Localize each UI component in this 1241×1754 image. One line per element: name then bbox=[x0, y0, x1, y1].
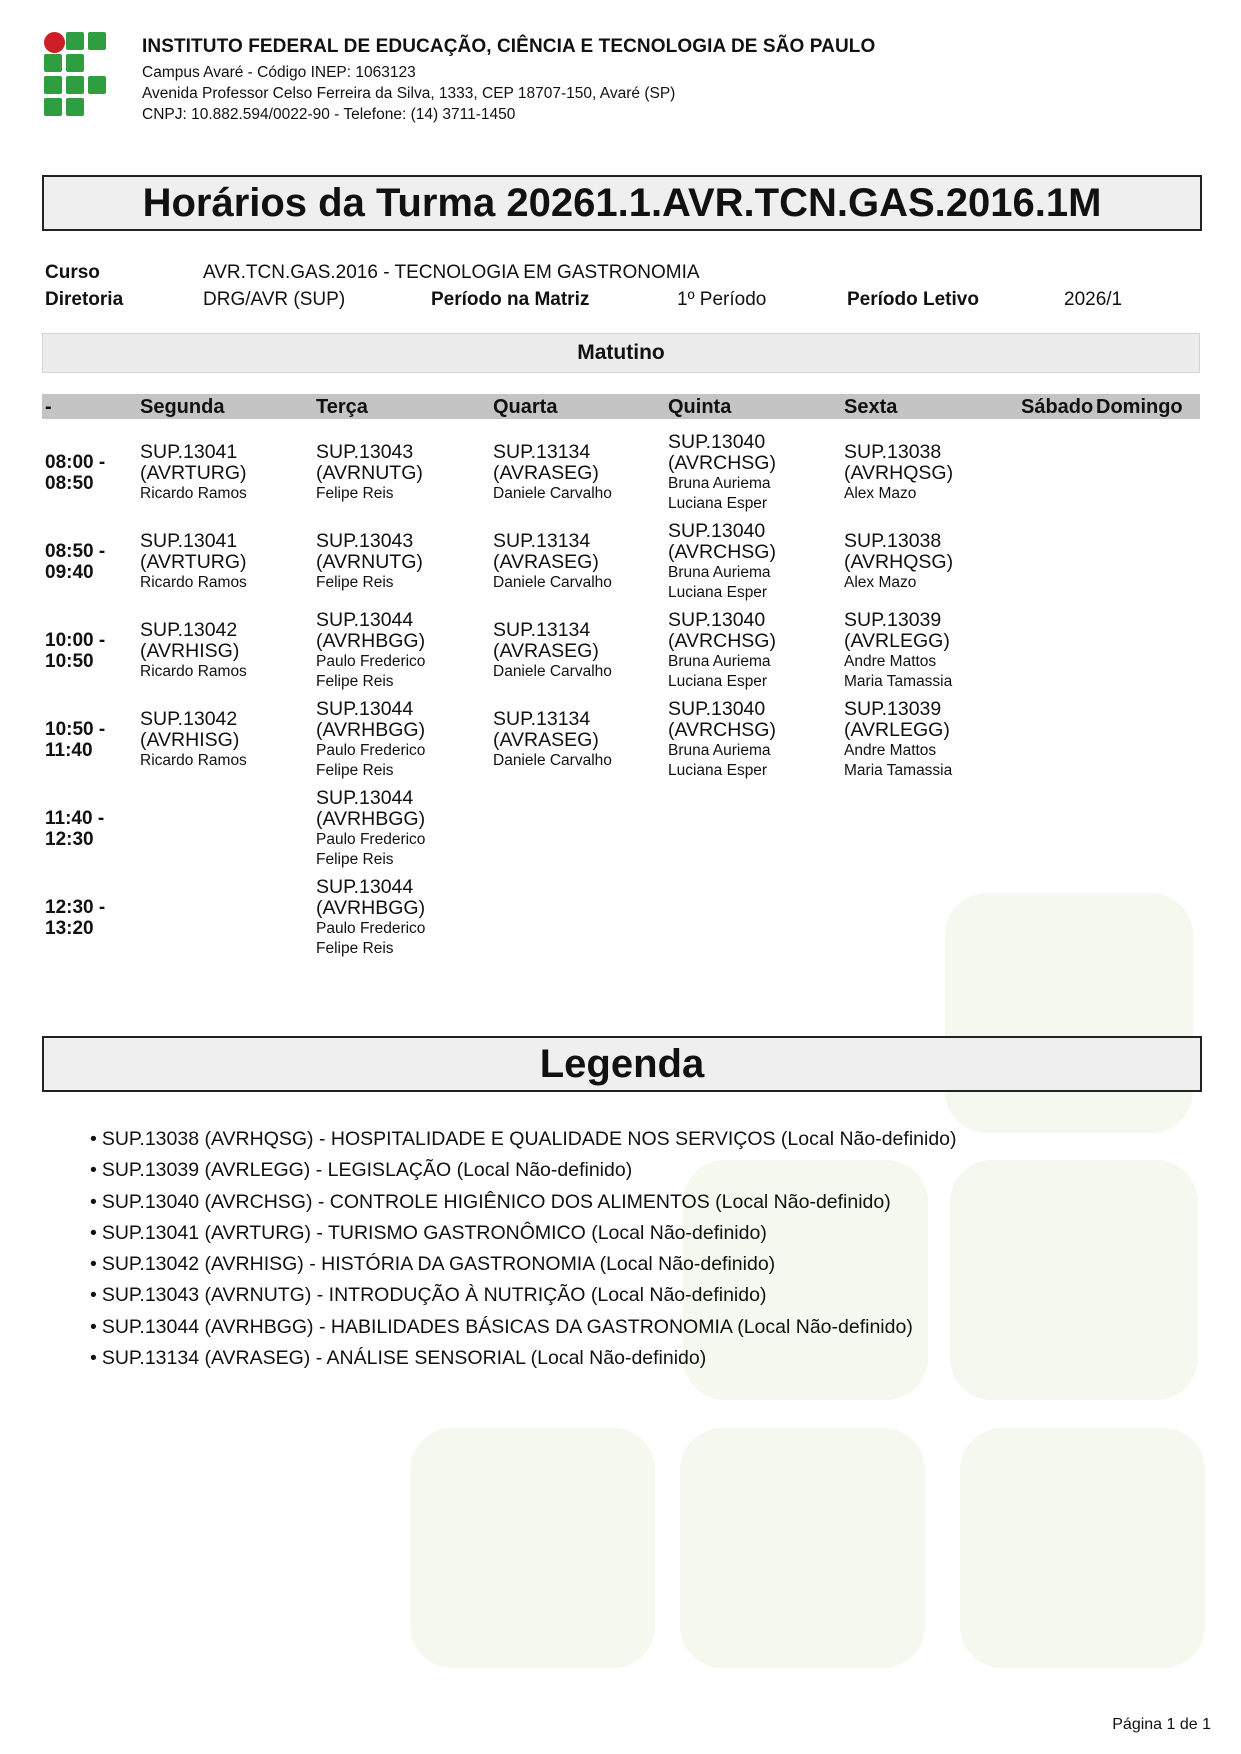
time-slot bbox=[45, 630, 105, 672]
time-slot bbox=[45, 541, 105, 583]
professor-name: Daniele Carvalho bbox=[493, 751, 612, 769]
time-start: 12:30 - bbox=[45, 896, 106, 918]
class-code: SUP.13044 bbox=[316, 697, 414, 720]
class-code: SUP.13134 bbox=[493, 440, 591, 463]
header-sabado: Sábado bbox=[1021, 396, 1094, 418]
class-cell-terca bbox=[316, 788, 425, 870]
class-abbr: (AVRHBGG) bbox=[316, 807, 426, 830]
class-code: SUP.13039 bbox=[844, 697, 942, 720]
class-cell-sexta bbox=[844, 531, 953, 593]
class-abbr: (AVRLEGG) bbox=[844, 629, 950, 652]
class-code: SUP.13041 bbox=[140, 440, 238, 463]
class-abbr: (AVRASEG) bbox=[493, 728, 599, 751]
class-cell-sexta bbox=[844, 442, 953, 504]
class-abbr: (AVRTURG) bbox=[140, 461, 247, 484]
legend-item: • SUP.13041 (AVRTURG) - TURISMO GASTRONÔMICO (Local Não-definido) bbox=[90, 1218, 957, 1249]
class-code: SUP.13042 bbox=[140, 618, 238, 641]
time-end: 12:30 bbox=[45, 828, 94, 850]
periodo-matriz-label: Período na Matriz bbox=[431, 289, 590, 310]
campus-info: Campus Avaré - Código INEP: 1063123 bbox=[142, 64, 416, 81]
class-code: SUP.13134 bbox=[493, 529, 591, 552]
header-domingo: Domingo bbox=[1096, 396, 1183, 418]
class-cell-quinta bbox=[668, 521, 776, 603]
class-cell-quinta bbox=[668, 699, 776, 781]
class-cell-terca bbox=[316, 610, 425, 692]
class-abbr: (AVRCHSG) bbox=[668, 451, 776, 474]
class-abbr: (AVRHQSG) bbox=[844, 461, 954, 484]
curso-label: Curso bbox=[45, 262, 100, 283]
watermark-square bbox=[960, 1428, 1205, 1668]
watermark-square bbox=[410, 1428, 655, 1668]
professor-name: Felipe Reis bbox=[316, 573, 394, 591]
class-abbr: (AVRHISG) bbox=[140, 639, 240, 662]
institution-logo bbox=[44, 32, 110, 116]
header-quinta: Quinta bbox=[668, 396, 732, 418]
class-abbr: (AVRCHSG) bbox=[668, 718, 776, 741]
logo-red-dot bbox=[44, 32, 65, 53]
class-code: SUP.13040 bbox=[668, 430, 766, 453]
schedule-header bbox=[42, 394, 1200, 419]
professor-name: Felipe Reis bbox=[316, 761, 394, 779]
class-code: SUP.13039 bbox=[844, 608, 942, 631]
class-abbr: (AVRNUTG) bbox=[316, 461, 423, 484]
institution-name: INSTITUTO FEDERAL DE EDUCAÇÃO, CIÊNCIA E TECNOLOGIA DE SÃO PAULO bbox=[142, 36, 876, 57]
shift-bar: Matutino bbox=[42, 333, 1200, 373]
professor-name: Bruna Auriema bbox=[668, 652, 771, 670]
professor-name: Alex Mazo bbox=[844, 484, 917, 502]
class-code: SUP.13040 bbox=[668, 608, 766, 631]
class-code: SUP.13042 bbox=[140, 707, 238, 730]
professor-name: Felipe Reis bbox=[316, 672, 394, 690]
professor-name: Luciana Esper bbox=[668, 494, 768, 512]
watermark-square bbox=[950, 1160, 1198, 1400]
class-cell-sexta bbox=[844, 699, 952, 781]
class-abbr: (AVRNUTG) bbox=[316, 550, 423, 573]
class-cell-quarta bbox=[493, 442, 612, 504]
class-cell-segunda bbox=[140, 442, 247, 504]
time-end: 13:20 bbox=[45, 917, 94, 939]
class-code: SUP.13040 bbox=[668, 519, 766, 542]
class-abbr: (AVRASEG) bbox=[493, 639, 599, 662]
class-cell-terca bbox=[316, 877, 425, 959]
professor-name: Alex Mazo bbox=[844, 573, 917, 591]
legend-item: • SUP.13134 (AVRASEG) - ANÁLISE SENSORIAL (Local Não-definido) bbox=[90, 1343, 957, 1374]
legend-item: • SUP.13040 (AVRCHSG) - CONTROLE HIGIÊNICO DOS ALIMENTOS (Local Não-definido) bbox=[90, 1187, 957, 1218]
time-start: 10:50 - bbox=[45, 718, 106, 740]
header-quarta: Quarta bbox=[493, 396, 558, 418]
time-start: 08:00 - bbox=[45, 451, 106, 473]
professor-name: Felipe Reis bbox=[316, 484, 394, 502]
class-cell-quarta bbox=[493, 531, 612, 593]
legend-title: Legenda bbox=[42, 1036, 1202, 1092]
professor-name: Felipe Reis bbox=[316, 850, 394, 868]
institution-header bbox=[142, 36, 875, 125]
class-cell-quinta bbox=[668, 432, 776, 514]
class-code: SUP.13043 bbox=[316, 440, 414, 463]
professor-name: Daniele Carvalho bbox=[493, 484, 612, 502]
time-slot bbox=[45, 808, 104, 850]
class-abbr: (AVRHBGG) bbox=[316, 896, 426, 919]
watermark-square bbox=[945, 893, 1193, 1133]
professor-name: Daniele Carvalho bbox=[493, 573, 612, 591]
time-slot bbox=[45, 452, 105, 494]
class-code: SUP.13044 bbox=[316, 875, 414, 898]
watermark-square bbox=[680, 1428, 925, 1668]
class-abbr: (AVRCHSG) bbox=[668, 540, 776, 563]
class-code: SUP.13134 bbox=[493, 707, 591, 730]
legend-item: • SUP.13043 (AVRNUTG) - INTRODUÇÃO À NUTRIÇÃO (Local Não-definido) bbox=[90, 1280, 957, 1311]
time-end: 08:50 bbox=[45, 472, 94, 494]
legend-item: • SUP.13038 (AVRHQSG) - HOSPITALIDADE E QUALIDADE NOS SERVIÇOS (Local Não-definido) bbox=[90, 1124, 957, 1155]
class-abbr: (AVRTURG) bbox=[140, 550, 247, 573]
header-segunda: Segunda bbox=[140, 396, 225, 418]
class-cell-segunda bbox=[140, 531, 247, 593]
professor-name: Bruna Auriema bbox=[668, 741, 771, 759]
class-cell-sexta bbox=[844, 610, 952, 692]
page-number: Página 1 de 1 bbox=[1112, 1716, 1211, 1733]
diretoria-label: Diretoria bbox=[45, 289, 124, 310]
class-code: SUP.13038 bbox=[844, 440, 942, 463]
legend-item: • SUP.13042 (AVRHISG) - HISTÓRIA DA GASTRONOMIA (Local Não-definido) bbox=[90, 1249, 957, 1280]
time-slot bbox=[45, 897, 105, 939]
page-title: Horários da Turma 20261.1.AVR.TCN.GAS.2016.1M bbox=[42, 175, 1202, 231]
professor-name: Andre Mattos bbox=[844, 741, 937, 759]
class-code: SUP.13044 bbox=[316, 608, 414, 631]
class-code: SUP.13040 bbox=[668, 697, 766, 720]
time-slot bbox=[45, 719, 105, 761]
class-cell-segunda bbox=[140, 709, 247, 771]
class-abbr: (AVRHBGG) bbox=[316, 718, 426, 741]
professor-name: Luciana Esper bbox=[668, 761, 768, 779]
professor-name: Paulo Frederico bbox=[316, 830, 426, 848]
header-time: - bbox=[45, 396, 52, 418]
professor-name: Andre Mattos bbox=[844, 652, 937, 670]
professor-name: Paulo Frederico bbox=[316, 741, 426, 759]
legend-item: • SUP.13039 (AVRLEGG) - LEGISLAÇÃO (Local Não-definido) bbox=[90, 1155, 957, 1186]
time-start: 08:50 - bbox=[45, 540, 106, 562]
time-end: 10:50 bbox=[45, 650, 94, 672]
class-cell-terca bbox=[316, 442, 423, 504]
class-cell-quarta bbox=[493, 620, 612, 682]
professor-name: Ricardo Ramos bbox=[140, 484, 247, 502]
curso-value: AVR.TCN.GAS.2016 - TECNOLOGIA EM GASTRONOMIA bbox=[203, 262, 700, 283]
professor-name: Bruna Auriema bbox=[668, 474, 771, 492]
time-end: 11:40 bbox=[45, 739, 93, 761]
periodo-letivo-value: 2026/1 bbox=[1064, 289, 1123, 310]
header-sexta: Sexta bbox=[844, 396, 898, 418]
class-abbr: (AVRHBGG) bbox=[316, 629, 426, 652]
class-code: SUP.13044 bbox=[316, 786, 414, 809]
professor-name: Ricardo Ramos bbox=[140, 751, 247, 769]
class-abbr: (AVRASEG) bbox=[493, 550, 599, 573]
diretoria-value: DRG/AVR (SUP) bbox=[203, 289, 346, 310]
address-info: Avenida Professor Celso Ferreira da Silva, 1333, CEP 18707-150, Avaré (SP) bbox=[142, 85, 676, 102]
professor-name: Daniele Carvalho bbox=[493, 662, 612, 680]
professor-name: Maria Tamassia bbox=[844, 672, 953, 690]
professor-name: Ricardo Ramos bbox=[140, 662, 247, 680]
class-code: SUP.13038 bbox=[844, 529, 942, 552]
periodo-matriz-value: 1º Período bbox=[677, 289, 767, 310]
class-abbr: (AVRHQSG) bbox=[844, 550, 954, 573]
class-abbr: (AVRHISG) bbox=[140, 728, 240, 751]
professor-name: Ricardo Ramos bbox=[140, 573, 247, 591]
professor-name: Bruna Auriema bbox=[668, 563, 771, 581]
contact-info: CNPJ: 10.882.594/0022-90 - Telefone: (14) 3711-1450 bbox=[142, 106, 516, 123]
class-abbr: (AVRASEG) bbox=[493, 461, 599, 484]
class-cell-terca bbox=[316, 699, 425, 781]
class-code: SUP.13043 bbox=[316, 529, 414, 552]
class-code: SUP.13041 bbox=[140, 529, 238, 552]
class-cell-quinta bbox=[668, 610, 776, 692]
professor-name: Luciana Esper bbox=[668, 583, 768, 601]
professor-name: Felipe Reis bbox=[316, 939, 394, 957]
header-terca: Terça bbox=[316, 396, 368, 418]
class-cell-terca bbox=[316, 531, 423, 593]
class-cell-quarta bbox=[493, 709, 612, 771]
class-cell-segunda bbox=[140, 620, 247, 682]
time-start: 10:00 - bbox=[45, 629, 106, 651]
class-code: SUP.13134 bbox=[493, 618, 591, 641]
legend-list bbox=[90, 1124, 957, 1374]
time-start: 11:40 - bbox=[45, 807, 105, 829]
class-abbr: (AVRCHSG) bbox=[668, 629, 776, 652]
legend-item: • SUP.13044 (AVRHBGG) - HABILIDADES BÁSICAS DA GASTRONOMIA (Local Não-definido) bbox=[90, 1312, 957, 1343]
time-end: 09:40 bbox=[45, 561, 94, 583]
periodo-letivo-label: Período Letivo bbox=[847, 289, 979, 310]
professor-name: Paulo Frederico bbox=[316, 919, 426, 937]
professor-name: Luciana Esper bbox=[668, 672, 768, 690]
class-abbr: (AVRLEGG) bbox=[844, 718, 950, 741]
professor-name: Maria Tamassia bbox=[844, 761, 953, 779]
professor-name: Paulo Frederico bbox=[316, 652, 426, 670]
